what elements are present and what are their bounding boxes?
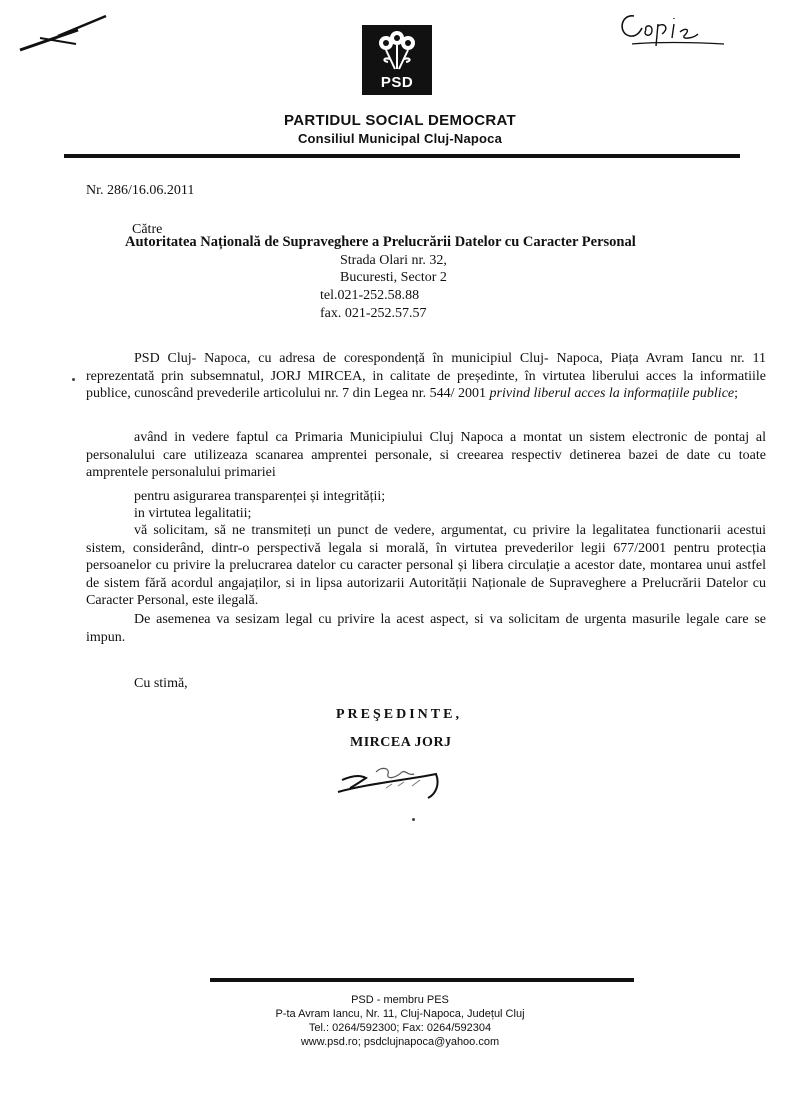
scan-speck — [72, 378, 75, 381]
psd-logo — [362, 25, 432, 95]
signatory-title: PREŞEDINTE, — [336, 707, 462, 722]
footer-divider — [210, 978, 634, 982]
footer-phone-fax: Tel.: 0264/592300; Fax: 0264/592304 — [308, 1022, 492, 1034]
signatory-name: MIRCEA JORJ — [350, 735, 452, 750]
handwritten-copy-note — [612, 8, 732, 52]
phone-number: tel.021-252.58.88 — [320, 288, 420, 303]
paragraph-context: având in vedere faptul ca Primaria Municipiului Cluj Napoca a montat un sistem electronic de pontaj al personalului care utilizeaza scanarea amprentei personale, si creearea respectiv detinerea bazei de date cu toate amprentele personalului primariei — [86, 430, 766, 480]
footer-web-email: www.psd.ro; psdclujnapoca@yahoo.com — [300, 1036, 500, 1048]
closing: Cu stimă, — [134, 676, 188, 691]
rose-icon — [362, 29, 432, 79]
footer-address: P-ta Avram Iancu, Nr. 11, Cluj-Napoca, Județul Cluj — [275, 1008, 525, 1020]
paragraph-request: vă solicitam, să ne transmiteți un punct de vedere, argumentat, cu privire la legalitatea functionarii acestui sistem, considerând, dintr-o perspectivă legala si morală, în virtutea prevederilor legii 677/2001 pentru protecția persoanelor cu privire la prelucrarea datelor cu caracter personal și libera circulație a acestor date, montarea unui astfel de sistem fără acordul angajaților, si in lipsa autorizarii Autorității Naționale de Supraveghere a Prelucrării Datelor cu Caracter Personal, este ilegală. — [86, 523, 766, 608]
footer-membership: PSD - membru PES — [351, 994, 449, 1006]
registration-number: Nr. 286/16.06.2011 — [86, 183, 195, 198]
addressee: Autoritatea Națională de Supraveghere a Prelucrării Datelor cu Caracter Personal — [125, 234, 636, 250]
paragraph-intro — [86, 350, 766, 403]
paragraph-intro-end: ; — [734, 386, 739, 401]
scan-speck — [412, 818, 415, 821]
fax-number: fax. 021-252.57.57 — [320, 306, 427, 321]
party-name: PARTIDUL SOCIAL DEMOCRAT — [284, 112, 516, 129]
logo-text: PSD — [380, 74, 414, 91]
law-title: privind liberul acces la informațiile publice — [489, 386, 735, 401]
address-street: Strada Olari nr. 32, — [340, 253, 447, 268]
to-label: Către — [132, 222, 163, 237]
paragraph-legality: in virtutea legalitatii; — [134, 506, 252, 521]
council-name: Consiliul Municipal Cluj-Napoca — [297, 131, 503, 146]
handwritten-signature — [336, 762, 456, 822]
address-city: Bucuresti, Sector 2 — [340, 270, 447, 285]
paragraph-transparency: pentru asigurarea transparenței și integrității; — [134, 489, 386, 504]
paragraph-notice: De asemenea va sesizam legal cu privire la acest aspect, si va solicitam de urgenta masurile legale care se impun. — [86, 612, 766, 645]
paragraph-intro-text: PSD Cluj- Napoca, cu adresa de corespondență în municipiul Cluj- Napoca, Piața Avram Iancu nr. 11 reprezentată prin subsemnatul, JORJ MIRCEA, in calitate de președinte, în virtutea liberului acces la informatiile publice, cunoscând prevederile articolului nr. 7 din Legea nr. 544/ 2001 — [86, 351, 766, 401]
pen-stroke-mark — [18, 10, 113, 55]
header-divider — [64, 154, 740, 158]
